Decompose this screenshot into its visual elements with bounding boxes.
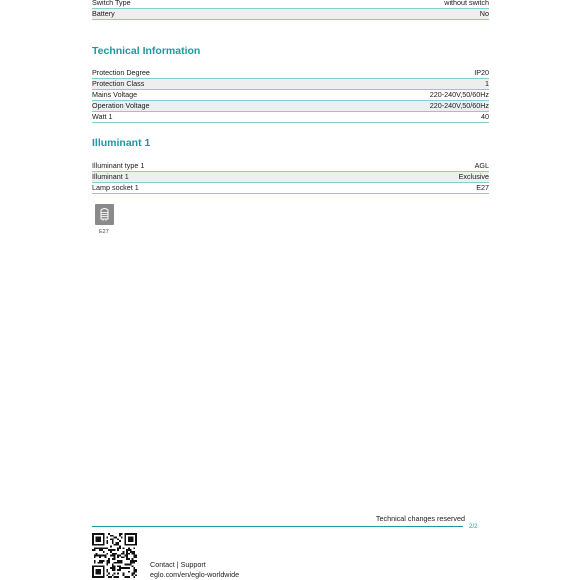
illuminant-table [92, 161, 489, 194]
row-label: Lamp socket 1 [92, 183, 139, 192]
contact-url[interactable]: eglo.com/en/eglo-worldwide [150, 569, 240, 579]
row-value: without switch [444, 0, 489, 7]
row-value: IP20 [474, 68, 489, 77]
table-row [92, 101, 489, 112]
row-label: Illuminant 1 [92, 172, 129, 181]
table-row [92, 172, 489, 183]
row-label: Operation Voltage [92, 101, 150, 110]
page-number: 2/2 [469, 523, 478, 530]
footer-divider [92, 526, 463, 527]
row-label: Switch Type [92, 0, 131, 7]
table-row [92, 68, 489, 79]
contact-title: Contact | Support [150, 560, 206, 569]
row-value: No [479, 9, 489, 18]
qr-code-icon[interactable] [92, 533, 137, 578]
row-label: Mains Voltage [92, 90, 138, 99]
table-row [92, 9, 489, 20]
row-value: AGL [474, 161, 489, 170]
row-label: Illuminant type 1 [92, 161, 145, 170]
row-value: Exclusive [458, 172, 489, 181]
row-label: Battery [92, 9, 115, 18]
lamp-socket-icon [95, 204, 114, 225]
row-value: 220-240V,50/60Hz [429, 90, 489, 99]
row-value: 40 [481, 112, 489, 121]
table-row [92, 112, 489, 123]
switch-battery-table [92, 0, 489, 20]
row-label: Protection Degree [92, 68, 150, 77]
row-value: 220-240V,50/60Hz [429, 101, 489, 110]
technical-changes-note: Technical changes reserved [375, 514, 465, 523]
table-row [92, 161, 489, 172]
table-row [92, 79, 489, 90]
socket-label: E27 [99, 229, 109, 235]
datasheet-page [92, 0, 489, 194]
contact-block [150, 560, 239, 579]
row-value: E27 [476, 183, 489, 192]
table-row [92, 183, 489, 194]
table-row [92, 0, 489, 9]
row-label: Protection Class [92, 79, 145, 88]
row-value: 1 [485, 79, 489, 88]
technical-information-table [92, 68, 489, 123]
illuminant-heading: Illuminant 1 [92, 137, 151, 149]
row-label: Watt 1 [92, 112, 113, 121]
technical-information-heading: Technical Information [92, 45, 201, 57]
table-row [92, 90, 489, 101]
